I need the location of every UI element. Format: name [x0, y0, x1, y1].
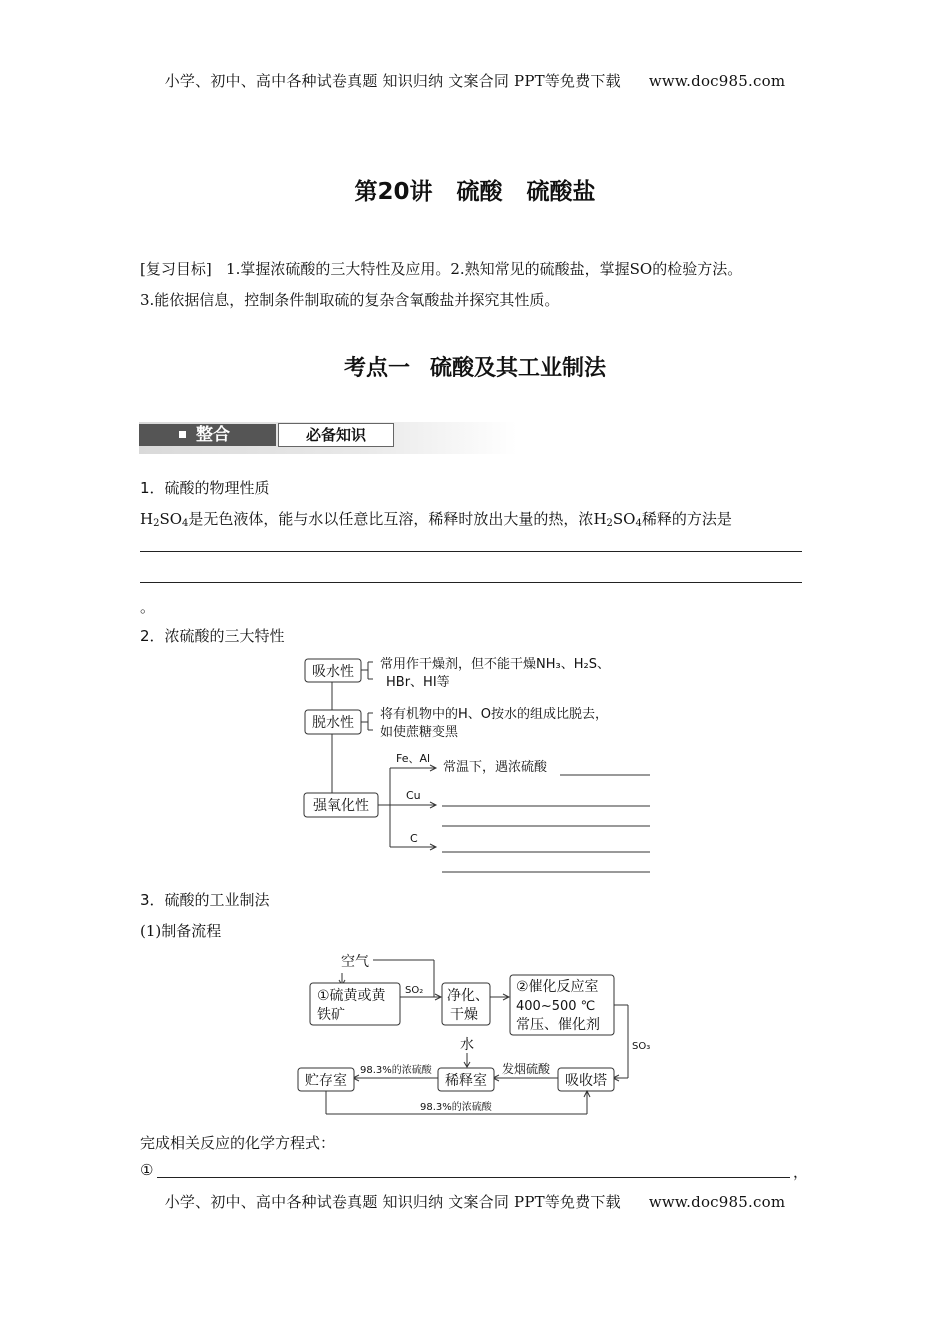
banner — [139, 422, 517, 454]
header-text: 小学、初中、高中各种试卷真题 知识归纳 文案合同 PPT等免费下载 — [164, 72, 621, 90]
bracket-line — [361, 662, 373, 679]
absorb-tower-label: 吸收塔 — [565, 1073, 607, 1089]
s1-text-a: 是无色液体，能与水以任意比互溶，稀释时放出大量的热，浓 — [188, 510, 594, 528]
s3-heading: 3．硫酸的工业制法 — [140, 891, 270, 909]
answer-line[interactable] — [157, 1177, 790, 1178]
section-heading: 硫酸及其工业制法 — [430, 356, 607, 381]
fuming-label: 发烟硫酸 — [502, 1062, 551, 1076]
prop-oxidize-label: 强氧化性 — [313, 798, 369, 814]
footer-text: 小学、初中、高中各种试卷真题 知识归纳 文案合同 PPT等免费下载 — [164, 1193, 621, 1211]
review-goals-line1 — [140, 258, 742, 279]
equation-item1-end: ， — [793, 1163, 809, 1181]
formula-sub2-2: 2 — [606, 518, 613, 529]
s3-subheading: (1)制备流程 — [140, 922, 222, 940]
dehydrate-desc-2: 如使蔗糖变黑 — [380, 725, 459, 740]
formula-so-2: SO — [612, 510, 636, 528]
conc-label-2: 98.3%的浓硫酸 — [420, 1102, 492, 1113]
absorb-desc-1: 常用作干燥剂，但不能干燥NH₃、H₂S、 — [380, 657, 610, 672]
absorb-desc-2: HBr、HI等 — [386, 675, 450, 690]
branch-c: C — [410, 832, 418, 845]
footer-site: www.doc985.com — [648, 1193, 786, 1211]
formula-sub4: 4 — [182, 518, 189, 529]
box-purify-line1: 净化、 — [447, 988, 489, 1004]
so2-label: SO₂ — [405, 985, 424, 996]
box-catalytic-line1: ②催化反应室 — [516, 979, 599, 995]
industrial-process-diagram — [290, 945, 660, 1120]
answer-line[interactable] — [140, 551, 802, 552]
dilution-label: 稀释室 — [445, 1073, 487, 1089]
equation-item1-marker: ① — [140, 1161, 154, 1179]
s1-heading: 1．硫酸的物理性质 — [140, 479, 270, 497]
box-catalytic-line2: 400~500 ℃ — [516, 999, 596, 1014]
s1-end-mark: 。 — [140, 598, 156, 616]
formula-sub2: 2 — [153, 518, 160, 529]
box-sulfur-line1: ①硫黄或黄 — [317, 988, 386, 1004]
title-part1: 硫酸 — [456, 179, 503, 205]
prop-absorb-label: 吸水性 — [312, 664, 354, 680]
air-label: 空气 — [341, 954, 369, 970]
branch-cu: Cu — [406, 789, 421, 802]
s1-text-b: 稀释的方法是 — [641, 510, 732, 528]
formula-so: SO — [159, 510, 183, 528]
page-footer — [0, 1191, 950, 1212]
water-label: 水 — [460, 1037, 474, 1053]
answer-line[interactable] — [140, 582, 802, 583]
title-lecture: 第20讲 — [354, 179, 433, 205]
section-title — [0, 351, 950, 382]
conc-label-1: 98.3%的浓硫酸 — [360, 1065, 432, 1076]
review-goals-text1: 1.掌握浓硫酸的三大特性及应用。2.熟知常见的硫酸盐，掌握SO的检验方法。 — [226, 260, 743, 278]
box-sulfur-line2: 铁矿 — [317, 1007, 345, 1023]
s2-heading: 2．浓硫酸的三大特性 — [140, 627, 285, 645]
banner-left — [139, 424, 276, 446]
s1-text — [140, 508, 732, 529]
dehydrate-desc-1: 将有机物中的H、O按水的组成比脱去， — [380, 707, 609, 722]
formula-h-2: H — [593, 510, 607, 528]
formula-h: H — [140, 510, 154, 528]
box-catalytic-line3: 常压、催化剂 — [516, 1017, 600, 1033]
section-name: 考点一 — [343, 356, 410, 381]
so3-label: SO₃ — [632, 1041, 651, 1052]
title-part2: 硫酸盐 — [526, 179, 596, 205]
banner-left-label: 整合 — [196, 425, 230, 445]
prop-dehydrate-label: 脱水性 — [312, 715, 354, 731]
box-purify-line2: 干燥 — [450, 1007, 478, 1023]
page-header — [0, 70, 950, 91]
banner-right: 必备知识 — [278, 423, 394, 447]
review-goals-label: [复习目标] — [140, 260, 212, 278]
complete-equations: 完成相关反应的化学方程式： — [140, 1134, 336, 1152]
square-icon — [179, 431, 186, 438]
sulfuric-acid-properties-diagram — [300, 650, 660, 880]
review-goals-line2: 3.能依据信息，控制条件制取硫的复杂含氧酸盐并探究其性质。 — [140, 291, 560, 309]
header-site: www.doc985.com — [648, 72, 786, 90]
fe-al-desc: 常温下，遇浓硫酸 — [443, 760, 548, 775]
bracket-line — [361, 713, 373, 730]
storage-label: 贮存室 — [305, 1073, 347, 1089]
page-title — [0, 173, 950, 206]
branch-fe-al: Fe、Al — [396, 752, 431, 765]
formula-sub4-2: 4 — [635, 518, 642, 529]
